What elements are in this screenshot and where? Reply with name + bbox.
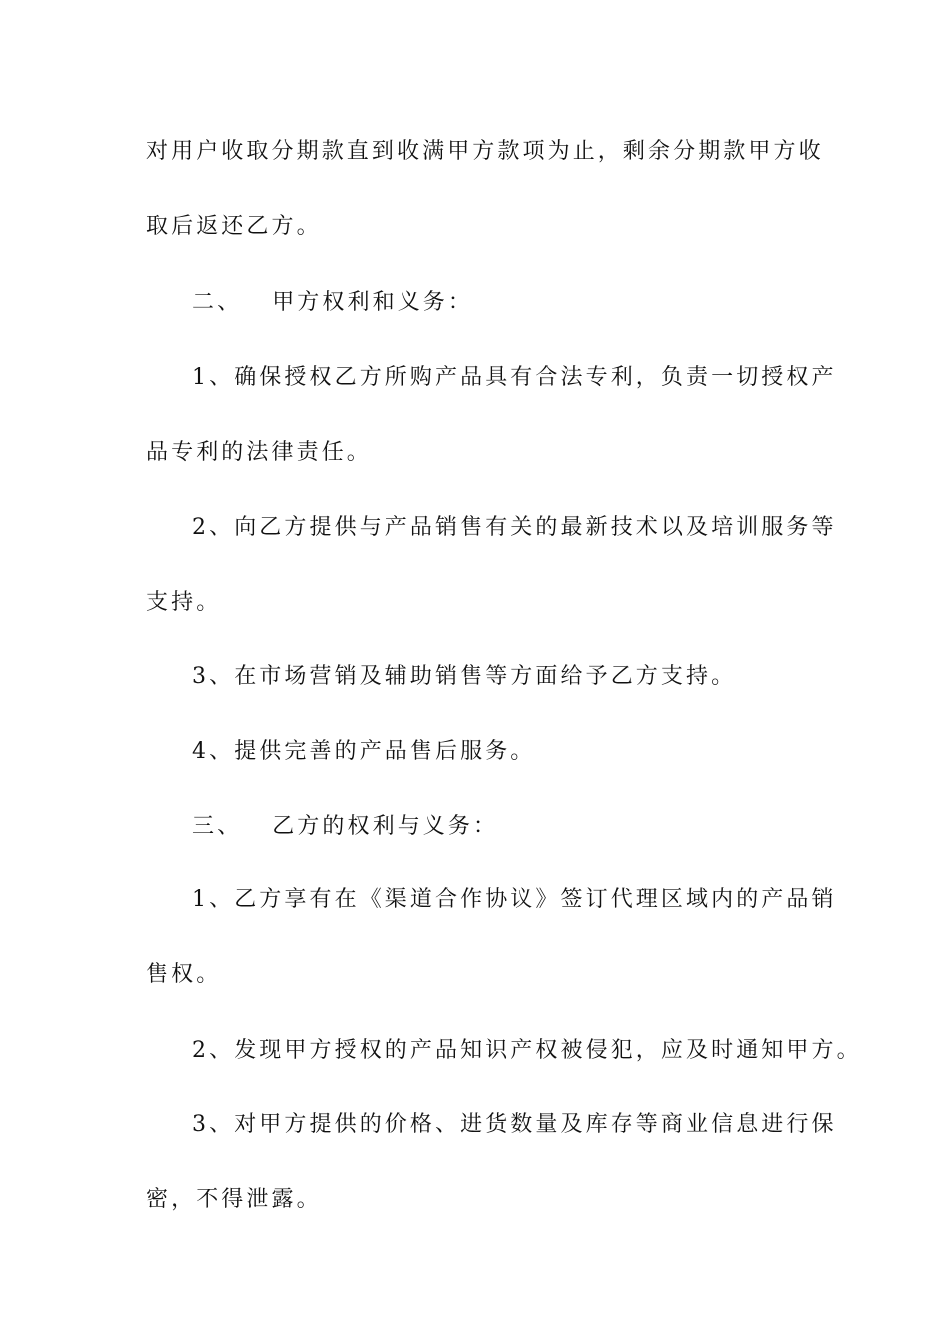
paragraph-line-12: 3、对甲方提供的价格、进货数量及库存等商业信息进行保 [192,1112,837,1137]
paragraph-line-13: 密，不得泄露。 [146,1187,322,1212]
paragraph-line-7: 3、在市场营销及辅助销售等方面给予乙方支持。 [192,664,737,689]
paragraph-line-3: 1、确保授权乙方所购产品具有合法专利，负责一切授权产 [192,365,837,390]
section-number: 二、 [192,290,243,315]
paragraph-line-11: 2、发现甲方授权的产品知识产权被侵犯，应及时通知甲方。 [192,1038,862,1063]
paragraph-line-5: 2、向乙方提供与产品销售有关的最新技术以及培训服务等 [192,515,837,540]
paragraph-line-9: 1、乙方享有在《渠道合作协议》签订代理区域内的产品销 [192,887,837,912]
paragraph-line-8: 4、提供完善的产品售后服务。 [192,739,536,764]
section-number: 三、 [192,814,243,839]
section-heading-2 [192,288,473,318]
section-title: 甲方权利和义务： [272,290,474,315]
paragraph-line-1: 对用户收取分期款直到收满甲方款项为止，剩余分期款甲方收 [146,139,824,164]
paragraph-line-6: 支持。 [146,590,222,615]
paragraph-line-10: 售权。 [146,962,222,987]
paragraph-line-2: 取后返还乙方。 [146,214,322,239]
paragraph-line-4: 品专利的法律责任。 [146,440,372,465]
section-title: 乙方的权利与义务： [272,814,499,839]
section-heading-3 [192,812,498,842]
